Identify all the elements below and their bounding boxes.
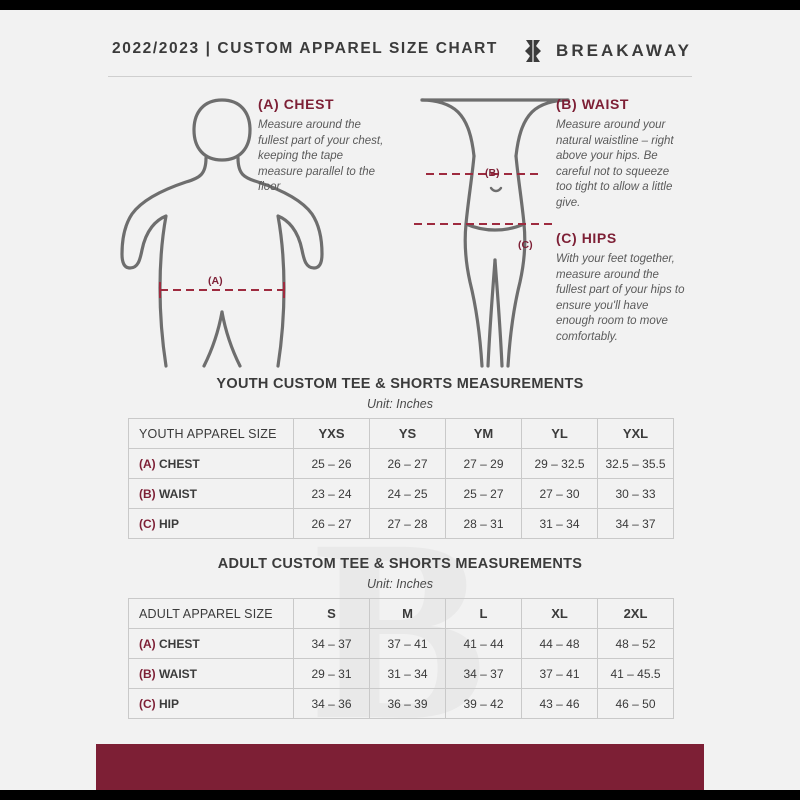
table-header-row bbox=[129, 599, 674, 629]
youth-cell-0-4: 32.5 – 35.5 bbox=[598, 449, 674, 479]
adult-cell-0-3: 44 – 48 bbox=[522, 629, 598, 659]
adult-cell-1-0: 29 – 31 bbox=[294, 659, 370, 689]
youth-section-title: YOUTH CUSTOM TEE & SHORTS MEASUREMENTS bbox=[216, 376, 584, 392]
youth-row-1-label bbox=[129, 479, 294, 509]
youth-row-0-name: CHEST bbox=[159, 456, 200, 471]
youth-cell-2-0: 26 – 27 bbox=[294, 509, 370, 539]
adult-row-1-tag: (B) bbox=[139, 666, 156, 681]
youth-cell-2-3: 31 – 34 bbox=[522, 509, 598, 539]
adult-size-table bbox=[128, 598, 674, 719]
youth-cell-1-2: 25 – 27 bbox=[446, 479, 522, 509]
youth-col-3: YL bbox=[522, 419, 598, 449]
table-row bbox=[129, 659, 674, 689]
adult-cell-0-2: 41 – 44 bbox=[446, 629, 522, 659]
adult-row-2-tag: (C) bbox=[139, 696, 156, 711]
youth-cell-1-0: 23 – 24 bbox=[294, 479, 370, 509]
adult-cell-0-1: 37 – 41 bbox=[370, 629, 446, 659]
footer-bar bbox=[96, 744, 704, 790]
youth-cell-0-0: 25 – 26 bbox=[294, 449, 370, 479]
table-row bbox=[129, 479, 674, 509]
adult-col-1: M bbox=[370, 599, 446, 629]
youth-size-table bbox=[128, 418, 674, 539]
adult-cell-2-3: 43 – 46 bbox=[522, 689, 598, 719]
adult-cell-2-1: 36 – 39 bbox=[370, 689, 446, 719]
youth-row-0-tag: (A) bbox=[139, 456, 156, 471]
adult-section-title: ADULT CUSTOM TEE & SHORTS MEASUREMENTS bbox=[217, 556, 583, 572]
youth-row-2-tag: (C) bbox=[139, 516, 156, 531]
youth-header-label: YOUTH APPAREL SIZE bbox=[129, 419, 294, 449]
adult-col-0: S bbox=[294, 599, 370, 629]
table-row bbox=[129, 689, 674, 719]
youth-col-4: YXL bbox=[598, 419, 674, 449]
adult-row-2-name: HIP bbox=[159, 696, 180, 711]
adult-cell-2-2: 39 – 42 bbox=[446, 689, 522, 719]
youth-row-0-label bbox=[129, 449, 294, 479]
adult-cell-1-3: 37 – 41 bbox=[522, 659, 598, 689]
youth-cell-1-1: 24 – 25 bbox=[370, 479, 446, 509]
youth-cell-2-1: 27 – 28 bbox=[370, 509, 446, 539]
brand-lockup bbox=[522, 38, 692, 64]
chest-dim-label: (A) bbox=[208, 275, 223, 287]
youth-col-0: YXS bbox=[294, 419, 370, 449]
youth-cell-2-4: 34 – 37 bbox=[598, 509, 674, 539]
adult-cell-2-0: 34 – 36 bbox=[294, 689, 370, 719]
youth-row-2-name: HIP bbox=[159, 516, 180, 531]
waist-dim-label: (B) bbox=[485, 167, 500, 179]
callout-waist-title: (B) WAIST bbox=[556, 96, 630, 112]
page-title: 2022/2023 | CUSTOM APPAREL SIZE CHART bbox=[112, 40, 498, 57]
callout-hips-title: (C) HIPS bbox=[556, 230, 617, 246]
table-row bbox=[129, 449, 674, 479]
adult-row-0-tag: (A) bbox=[139, 636, 156, 651]
adult-row-2-label bbox=[129, 689, 294, 719]
adult-header-label: ADULT APPAREL SIZE bbox=[129, 599, 294, 629]
adult-row-0-label bbox=[129, 629, 294, 659]
youth-section-unit: Unit: Inches bbox=[366, 397, 433, 411]
youth-col-2: YM bbox=[446, 419, 522, 449]
adult-row-1-label bbox=[129, 659, 294, 689]
adult-row-0-name: CHEST bbox=[159, 636, 200, 651]
youth-cell-1-3: 27 – 30 bbox=[522, 479, 598, 509]
youth-row-2-label bbox=[129, 509, 294, 539]
page-header bbox=[0, 10, 800, 82]
callout-chest-title: (A) CHEST bbox=[258, 96, 335, 112]
adult-col-2: L bbox=[446, 599, 522, 629]
brand-name: BREAKAWAY bbox=[556, 41, 692, 60]
header-divider bbox=[108, 76, 692, 77]
adult-cell-1-2: 34 – 37 bbox=[446, 659, 522, 689]
callout-hips-body: With your feet together, measure around the fullest part of your hips to ensure you'll have enough room to move comfortably. bbox=[556, 253, 685, 343]
callout-chest-body: Measure around the fullest part of your chest, keeping the tape measure parallel to the floor bbox=[258, 119, 384, 193]
youth-cell-0-2: 27 – 29 bbox=[446, 449, 522, 479]
breakaway-logo-icon bbox=[522, 38, 544, 64]
adult-cell-1-4: 41 – 45.5 bbox=[598, 659, 674, 689]
callout-waist-body: Measure around your natural waistline – right above your hips. Be careful not to squeeze too tight to allow a little give. bbox=[556, 119, 674, 209]
youth-cell-0-1: 26 – 27 bbox=[370, 449, 446, 479]
hip-dim-label: (C) bbox=[518, 239, 533, 251]
youth-col-1: YS bbox=[370, 419, 446, 449]
youth-cell-0-3: 29 – 32.5 bbox=[522, 449, 598, 479]
adult-col-4: 2XL bbox=[598, 599, 674, 629]
adult-section-unit: Unit: Inches bbox=[366, 577, 433, 591]
adult-cell-0-0: 34 – 37 bbox=[294, 629, 370, 659]
youth-cell-1-4: 30 – 33 bbox=[598, 479, 674, 509]
youth-row-1-name: WAIST bbox=[159, 486, 198, 501]
table-row bbox=[129, 629, 674, 659]
adult-col-3: XL bbox=[522, 599, 598, 629]
size-chart-page bbox=[0, 10, 800, 790]
youth-row-1-tag: (B) bbox=[139, 486, 156, 501]
adult-cell-2-4: 46 – 50 bbox=[598, 689, 674, 719]
measurement-diagrams bbox=[0, 82, 800, 368]
table-row bbox=[129, 509, 674, 539]
adult-cell-1-1: 31 – 34 bbox=[370, 659, 446, 689]
youth-cell-2-2: 28 – 31 bbox=[446, 509, 522, 539]
adult-cell-0-4: 48 – 52 bbox=[598, 629, 674, 659]
table-header-row bbox=[129, 419, 674, 449]
adult-row-1-name: WAIST bbox=[159, 666, 198, 681]
